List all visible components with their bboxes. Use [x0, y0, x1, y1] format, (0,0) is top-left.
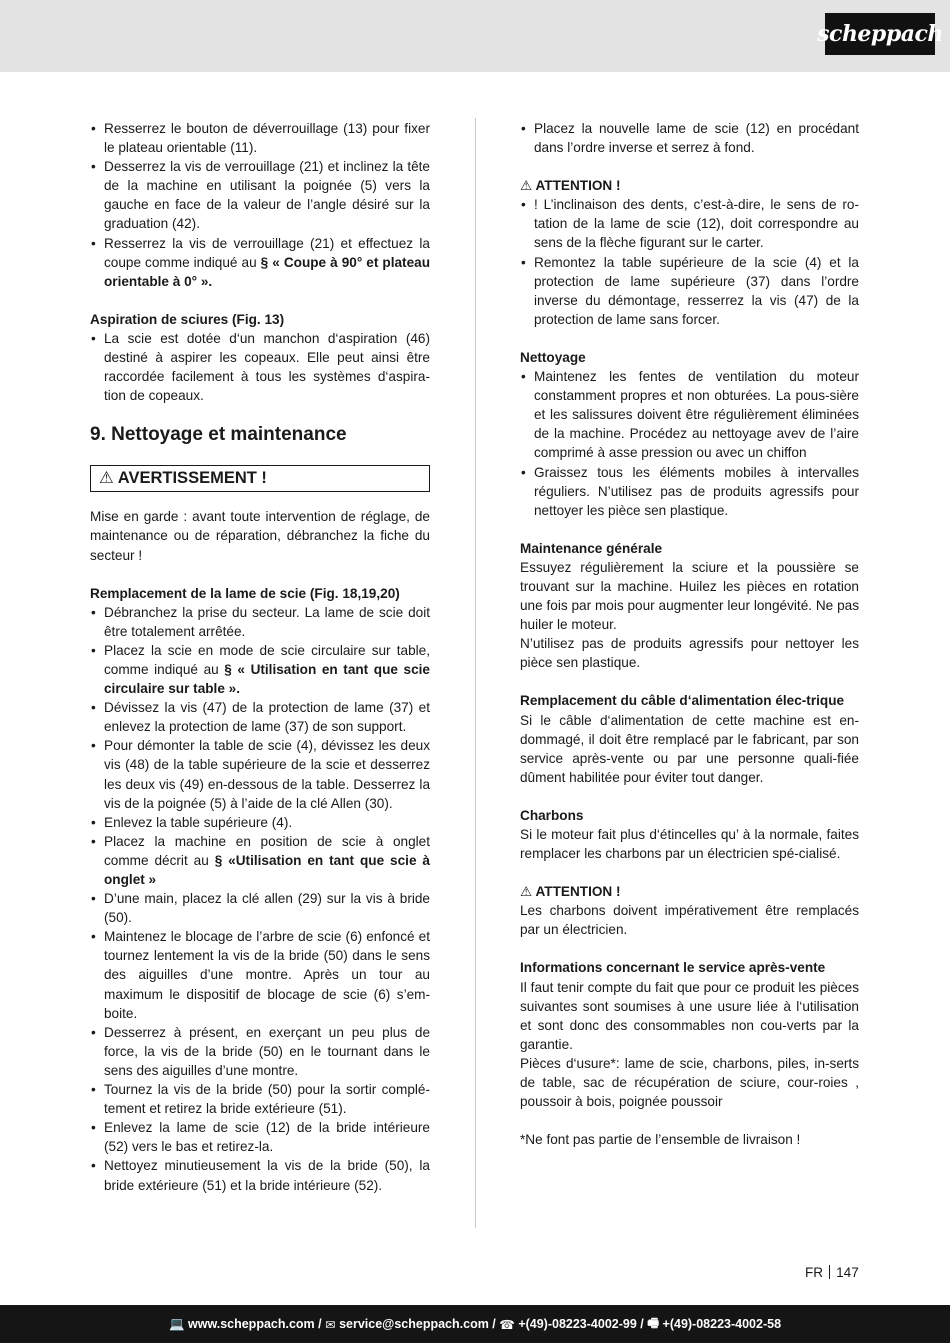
- cross-reference: § « Coupe à 90° et plateau orientable à 0° ».: [104, 254, 430, 289]
- tilt-steps-list: [90, 119, 430, 291]
- fax-number: +(49)-08223-4002-58: [662, 1317, 782, 1331]
- warning-icon: ⚠: [520, 178, 533, 194]
- list-item: • Maintenez le blocage de l’arbre de scie (6) enfoncé et tournez lentement la vis de la bride (50) dans le sens des aiguilles d’une montre. Après un tour au maximum le dispositif de blocage de scie (6) s’em-boite.: [90, 927, 430, 1022]
- attention-heading: ⚠ ATTENTION !: [520, 178, 621, 194]
- list-item: • Nettoyez minutieusement la vis de la bride (50), la bride extérieure (51) et la bride intérieure (52).: [90, 1156, 430, 1194]
- scheppach-logo: scheppach: [825, 13, 935, 55]
- page-header: [0, 0, 950, 72]
- left-column: [90, 119, 430, 1195]
- list-item: • D’une main, placez la clé allen (29) sur la vis à bride (50).: [90, 889, 430, 927]
- list-item: • Desserrez la vis de verrouillage (21) et inclinez la tête de la machine en utilisant la poignée (5) vers la gauche en face de la valeur de l’angle désiré sur la graduation (42).: [90, 157, 430, 233]
- page-number: [805, 1265, 859, 1280]
- list-item: • Enlevez la table supérieure (4).: [90, 813, 430, 832]
- list-item: • Dévissez la vis (47) de la protection de lame (37) et enlevez la protection de lame (37) de son support.: [90, 698, 430, 736]
- service-footnote: *Ne font pas partie de l’ensemble de livraison !: [520, 1132, 801, 1148]
- blade-heading: Remplacement de la lame de scie (Fig. 18,19,20): [90, 585, 400, 601]
- service-paragraph: Il faut tenir compte du fait que pour ce produit les pièces suivantes sont soumises à une usure liée à l‘utilisation et sont donc des consommables non cou-verts par la garantie.: [520, 979, 859, 1052]
- list-item: • Enlevez la lame de scie (12) de la bride intérieure (52) vers le bas et retirez-la.: [90, 1118, 430, 1156]
- warning-label: AVERTISSEMENT !: [117, 469, 267, 488]
- blade-steps-list: [90, 603, 430, 1195]
- warning-box: [90, 465, 430, 492]
- cleaning-list: [520, 367, 859, 520]
- warning-text: Mise en garde : avant toute intervention de réglage, de maintenance ou de réparation, débranchez la fiche du secteur !: [90, 509, 430, 563]
- list-item: • Resserrez la vis de verrouillage (21) et effectuez la coupe comme indiqué au § « Coupe à 90° et plateau orientable à 0° ».: [90, 234, 430, 291]
- section-title: 9. Nettoyage et maintenance: [90, 424, 347, 446]
- maintenance-paragraph: Essuyez régulièrement la sciure et la poussière se trouvant sur la machine. Huilez les pièces en rotation une fois par mois pour augmenter leur longévité. Ne pas huiler le moteur.: [520, 559, 859, 633]
- right-column: [520, 119, 859, 1149]
- attention-heading: ⚠ ATTENTION !: [520, 884, 621, 900]
- list-item: • Graissez tous les éléments mobiles à intervalles réguliers. N’utilisez pas de produits agressifs pour nettoyer les pièce sen plastique.: [520, 463, 859, 520]
- list-item: • Desserrez à présent, en exerçant un peu plus de force, la vis de la bride (50) en le tournant dans le sens des aiguilles d’une montre.: [90, 1023, 430, 1080]
- cross-reference: § « Utilisation en tant que scie circulaire sur table ».: [104, 661, 430, 697]
- warning-icon: ⚠: [99, 469, 114, 488]
- cable-heading: Remplacement du câble d‘alimentation élec-trique: [520, 693, 845, 709]
- column-divider: [475, 118, 476, 1228]
- list-item: • Débranchez la prise du secteur. La lame de scie doit être totalement arrêtée.: [90, 603, 430, 641]
- cleaning-heading: Nettoyage: [520, 349, 586, 365]
- maintenance-paragraph: N’utilisez pas de produits agressifs pour nettoyer les pièce sen plastique.: [520, 636, 859, 671]
- list-item: • Tournez la vis de la bride (50) pour la sortir complé-tement et retirez la bride extérieure (51).: [90, 1080, 430, 1118]
- service-heading: Informations concernant le service après-vente: [520, 960, 826, 976]
- service-paragraph: Pièces d‘usure*: lame de scie, charbons, piles, in-serts de table, sac de récupération de sciure, cour-roies , poussoir à bois, poignée poussoir: [520, 1055, 859, 1110]
- computer-icon: 💻: [168, 1316, 185, 1331]
- email-link[interactable]: service@scheppach.com: [339, 1317, 489, 1331]
- list-item: • Resserrez le bouton de déverrouillage (13) pour fixer le plateau orientable (11).: [90, 119, 430, 157]
- website-link[interactable]: www.scheppach.com: [188, 1317, 315, 1331]
- fax-icon: 🖷: [647, 1315, 660, 1330]
- list-item: • Pour démonter la table de scie (4), dévissez les deux vis (48) de la table supérieure de la scie et desserrez les deux vis (49) en-dessous de la table. Desserrez la vis de la poignée (5) à l’aide de la clé Allen (30).: [90, 736, 430, 812]
- page-footer: 💻 www.scheppach.com / ✉ service@scheppach.com / ☎ +(49)-08223-4002-99 / 🖷 +(49)-08223-4002-58: [0, 1305, 950, 1343]
- mail-icon: ✉: [325, 1317, 336, 1332]
- phone-number: +(49)-08223-4002-99: [518, 1317, 637, 1331]
- list-item: • Placez la scie en mode de scie circulaire sur table, comme indiqué au § « Utilisation en tant que scie circulaire sur table ».: [90, 641, 430, 698]
- list-item: • Remontez la table supérieure de la scie (4) et la protection de lame supérieure (37) dans l’ordre inverse du démontage, resserrez la vis (47) de la protection de lame sans forcer.: [520, 253, 859, 329]
- attention-list: [520, 195, 859, 329]
- phone-icon: ☎: [499, 1317, 515, 1332]
- maintenance-heading: Maintenance générale: [520, 540, 663, 556]
- list-item: • Maintenez les fentes de ventilation du moteur constamment propres et non obturées. La pous-sière et les salissures doivent être régulièrement éliminées de la machine. Procédez au nettoyage avev de l’aire comprimé à asse pression ou avec un chiffon: [520, 367, 859, 462]
- list-item: • Placez la nouvelle lame de scie (12) en procédant dans l’ordre inverse et serrez à fond.: [520, 119, 859, 157]
- list-item: • Placez la machine en position de scie à onglet comme décrit au § «Utilisation en tant que scie à onglet »: [90, 832, 430, 889]
- cross-reference: § «Utilisation en tant que scie à onglet »: [104, 852, 430, 887]
- page-number-value: 147: [836, 1265, 859, 1280]
- attention-paragraph: Les charbons doivent impérativement être remplacés par un électricien.: [520, 903, 859, 938]
- warning-icon: ⚠: [520, 884, 533, 900]
- list-item: • ! L’inclinaison des dents, c’est-à-dire, le sens de ro-tation de la lame de scie (12), doit correspondre au sens de la flèche figurant sur le carter.: [520, 195, 859, 252]
- charbons-heading: Charbons: [520, 807, 584, 823]
- cable-paragraph: Si le câble d‘alimentation de cette machine est en-dommagé, il doit être remplacé par le fabricant, par son service après-vente ou par une personne quali-fiée dûment habilitée pour éviter tout danger.: [520, 712, 859, 785]
- language-code: FR: [805, 1265, 824, 1280]
- list-item: • La scie est dotée d‘un manchon d‘aspiration (46) destiné à aspirer les copeaux. Elle peut ainsi être raccordée facilement à tous les systèmes d‘aspira-tion de copeaux.: [90, 329, 430, 405]
- charbons-paragraph: Si le moteur fait plus d‘étincelles qu’ à la normale, faites remplacer les charbons par un électricien spé-cialisé.: [520, 827, 859, 862]
- aspiration-heading: Aspiration de sciures (Fig. 13): [90, 311, 285, 327]
